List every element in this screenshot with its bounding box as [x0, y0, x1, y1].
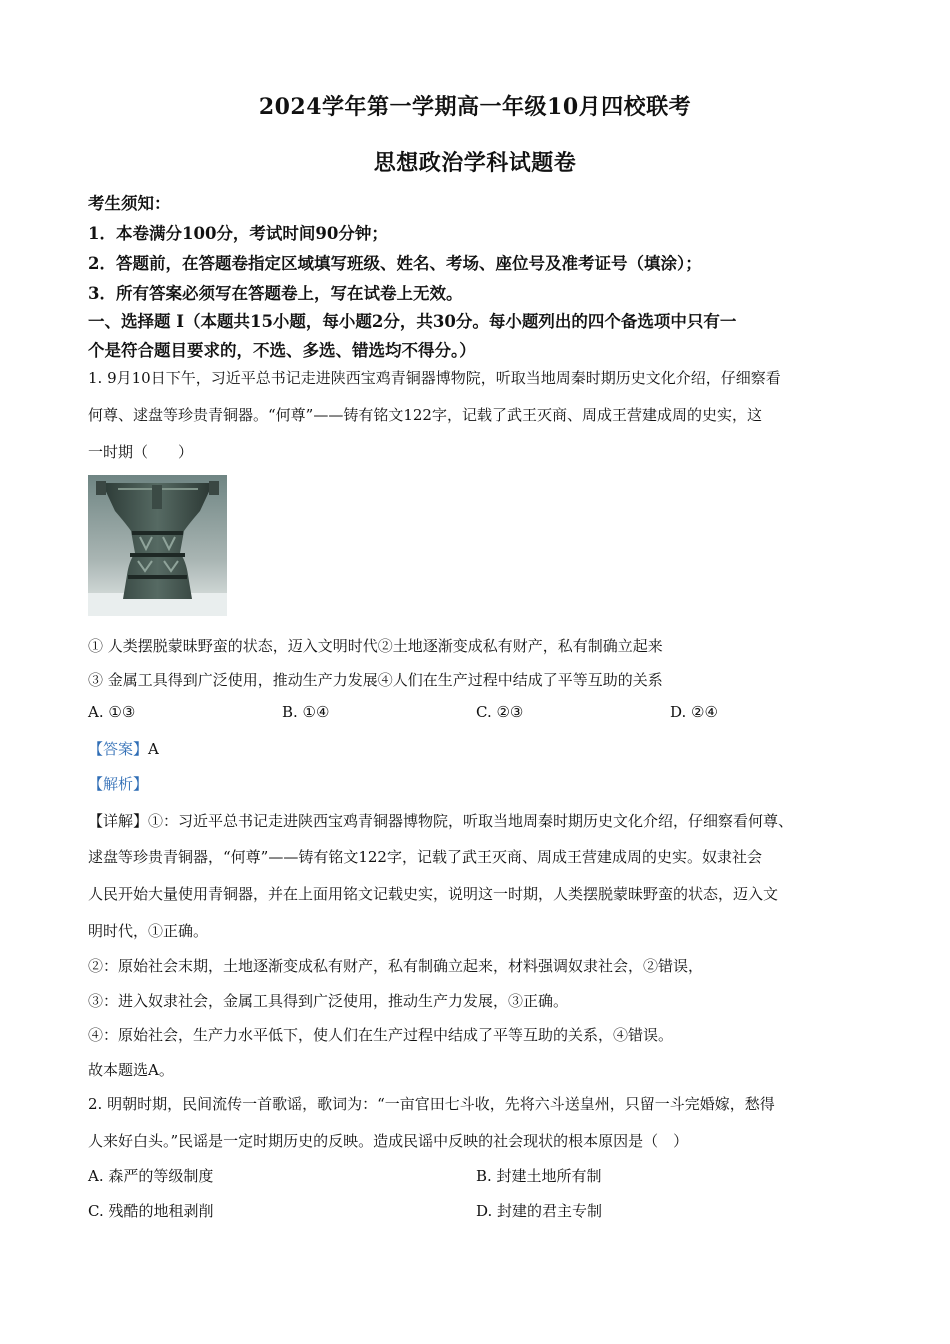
q1-stem: 1. 9月10日下午，习近平总书记走进陕西宝鸡青铜器博物院，听取当地周秦时期历史文化介绍，仔细察看: [88, 369, 781, 387]
notice-item: 2．答题前，在答题卷指定区域填写班级、姓名、考场、座位号及准考证号（填涂）；: [88, 254, 702, 273]
q1-option-c[interactable]: C. ②③: [476, 703, 524, 721]
q1-statement: ① 人类摆脱蒙昧野蛮的状态，迈入文明时代②土地逐渐变成私有财产，私有制确立起来: [88, 637, 663, 655]
page-subtitle: 思想政治学科试题卷: [373, 150, 577, 176]
q2-option-b[interactable]: B. 封建土地所有制: [476, 1167, 602, 1185]
q2-stem: 2. 明朝时期，民间流传一首歌谣，歌词为：“一亩官田七斗收，先将六斗送皇州，只留一斗完婚嫁，愁得: [88, 1095, 775, 1113]
q1-option-d[interactable]: D. ②④: [670, 703, 718, 721]
q1-detail: 逑盘等珍贵青铜器，“何尊”——铸有铭文122字，记载了武王灭商、周成王营建成周的史实。奴隶社会: [88, 848, 762, 866]
q1-detail: 人民开始大量使用青铜器，并在上面用铭文记载史实，说明这一时期，人类摆脱蒙昧野蛮的状态，迈入文: [88, 885, 779, 903]
q1-conclusion: 故本题选A。: [88, 1061, 174, 1079]
section-heading: 一、选择题 Ⅰ（本题共15小题，每小题2分，共30分。每小题列出的四个备选项中只有一: [88, 312, 737, 331]
q1-detail: ②：原始社会末期，土地逐渐变成私有财产，私有制确立起来，材料强调奴隶社会，②错误，: [88, 957, 704, 975]
q1-detail: 明时代，①正确。: [88, 922, 209, 940]
q1-stem: 一时期（ ）: [88, 443, 194, 461]
notice-heading: 考生须知：: [88, 194, 171, 213]
q1-detail: 【详解】①：习近平总书记走进陕西宝鸡青铜器博物院，听取当地周秦时期历史文化介绍，仔细察看何尊、: [88, 812, 794, 830]
answer-label: 【答案】: [88, 740, 149, 758]
q1-option-b[interactable]: B. ①④: [282, 703, 330, 721]
q1-statement: ③ 金属工具得到广泛使用，推动生产力发展④人们在生产过程中结成了平等互助的关系: [88, 671, 663, 689]
page-title: 2024学年第一学期高一年级10月四校联考: [258, 94, 692, 120]
notice-item: 3．所有答案必须写在答题卷上，写在试卷上无效。: [88, 284, 463, 303]
q2-option-c[interactable]: C. 残酷的地租剥削: [88, 1202, 214, 1220]
q2-stem: 人来好白头。”民谣是一定时期历史的反映。造成民谣中反映的社会现状的根本原因是（ ）: [88, 1132, 689, 1150]
answer-value: A: [148, 740, 159, 758]
q1-answer: [88, 738, 159, 759]
q1-option-a[interactable]: A. ①③: [88, 703, 136, 721]
q2-option-a[interactable]: A. 森严的等级制度: [88, 1167, 214, 1185]
notice-item: 1．本卷满分100分，考试时间90分钟；: [88, 224, 388, 243]
q1-stem: 何尊、逑盘等珍贵青铜器。“何尊”——铸有铭文122字，记载了武王灭商、周成王营建成周的史实，这: [88, 406, 762, 424]
q1-detail: ④：原始社会，生产力水平低下，使人们在生产过程中结成了平等互助的关系，④错误。: [88, 1026, 674, 1044]
analysis-label: 【解析】: [88, 775, 149, 793]
section-heading-cont: 个是符合题目要求的，不选、多选、错选均不得分。）: [88, 341, 476, 360]
bronze-vessel-photo: [88, 475, 227, 616]
q1-detail: ③：进入奴隶社会，金属工具得到广泛使用，推动生产力发展，③正确。: [88, 992, 569, 1010]
q2-option-d[interactable]: D. 封建的君主专制: [476, 1202, 603, 1220]
